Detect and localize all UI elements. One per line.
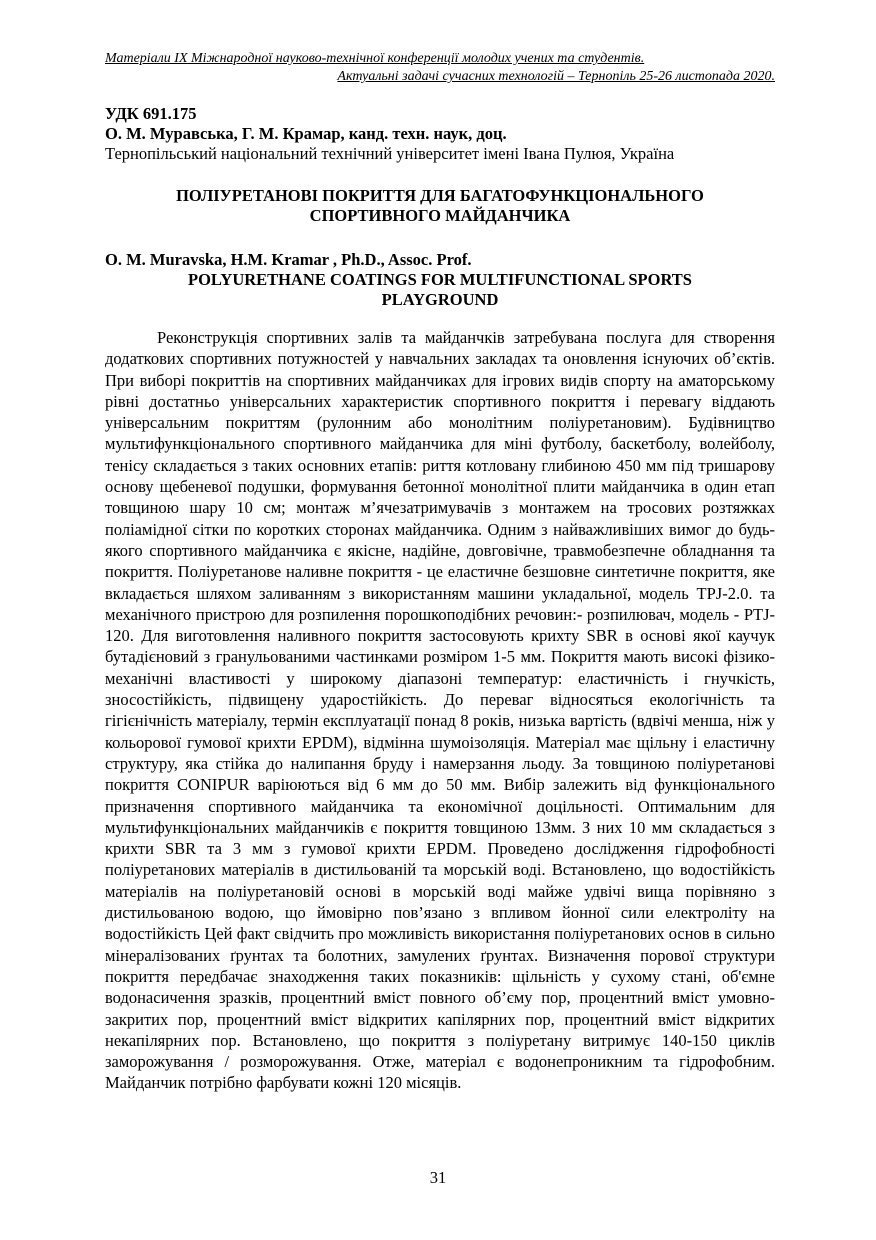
authors-english: O. M. Muravska, H.M. Kramar , Ph.D., Assoc. Prof. — [105, 250, 472, 269]
title-english — [105, 270, 775, 310]
abstract-paragraph: Реконструкція спортивних залів та майданчків затребувана послуга для створення додаткових спортивних потужностей у навчальних закладах та оновлення існуючих об’єктів. При виборі покриттів на спортивних майданчиках для ігрових видів спорту на аматорському рівні достатньо універсальних характеристик спортивного покриття і перевагу віддають універсальним покриттям (рулонним або монолітним поліуретановим). Будівництво мультифункціонального спортивного майданчика для міні футболу, баскетболу, волейболу, тенісу складається з таких основних етапів: риття котловану глибиною 450 мм під тришарову основу щебеневої подушки, формування бетонної монолітної плити майданчика в один етап товщиною шару 10 см; монтаж м’ячезатримувачів з монтажем на тросових розтяжках поліамідної сітки по коротких сторонах майданчика. Одним з найважливіших вимог до будь-якого спортивного майданчика є якісне, надійне, довговічне, травмобезпечне обладнання та покриття. Поліуретанове наливне покриття - це еластичне безшовне синтетичне покриття, яке вкладається шляхом заливанням з використанням машини укладальної, модель TPJ-2.0. та механічного пристрою для розпилення порошкоподібних речовин:- розпилювач, модель - PTJ-120. Для виготовлення наливного покриття застосовують крихту SBR в основі якої каучук бутадієновий з гранульованими частинками розміром 1-5 мм. Покриття мають високі фізико-механічні властивості у широкому діапазоні температур: еластичність і гнучкість, зносостійкість, підвищену ударостійкість. До переваг відносяться екологічність та гігієнічність матеріалу, термін експлуатації понад 8 років, низька вартість (вдвічі менша, ніж у кольорової гумової крихти EPDM), відмінна шумоізоляція. Матеріал має щільну і еластичну структуру, яка стійка до налипання бруду і намерзання льоду. За товщиною поліуретанові покриття CONIPUR варіюються від 6 мм до 50 мм. Вибір залежить від функціонального призначення спортивного майданчика та економічної доцільності. Оптимальним для мультифункціональних майданчиків є покриття товщиною 13мм. З них 10 мм складається з крихти SBR та 3 мм з гумової крихти EPDM. Проведено дослідження гідрофобності поліуретанових матеріалів в дистильованій та морській воді. Встановлено, що водостійкість матеріалів на поліуретановій основі в морській воді майже удвічі вища порівняно з дистильованою водою, що ймовірно пов’язано з впливом йонної сили електроліту на водостійкість Цей факт свідчить про можливість використання поліуретанових основ в сильно мінералізованих ґрунтах та болотних, замулених ґрунтах. Визначення порової структури покриття передбачає знаходження таких показників: щільність у сухому стані, об'ємне водонасичення зразків, процентний вміст повного об’єму пор, процентний вміст умовно-закритих пор, процентний вміст відкритих капілярних пор, процентний вміст відкритих некапілярних пор. Встановлено, що покриття з поліуретану витримує 140-150 циклів заморожування / розморожування. Отже, матеріал є водонепроникним та гідрофобним. Майданчик потрібно фарбувати кожні 120 місяців. — [105, 328, 775, 1093]
article-header — [105, 104, 775, 164]
title-english-line2: PLAYGROUND — [381, 290, 499, 309]
title-english-line1: POLYURETHANE COATINGS FOR MULTIFUNCTIONAL SPORTS — [188, 270, 692, 289]
udc-code: УДК 691.175 — [105, 104, 197, 123]
running-head-conference: Матеріали IX Міжнародної науково-технічної конференції молодих учених та студентів. — [105, 51, 645, 66]
affiliation: Тернопільський національний технічний університет імені Івана Пулюя, Україна — [105, 144, 675, 163]
page-number: 31 — [429, 1168, 447, 1187]
authors-ua: О. М. Муравська, Г. М. Крамар, канд. техн. наук, доц. — [105, 124, 507, 143]
running-head — [105, 50, 775, 86]
running-head-venue: Актуальні задачі сучасних технологій – Тернопіль 25-26 листопада 2020. — [337, 69, 775, 84]
title-ukrainian — [105, 186, 775, 226]
title-ukrainian-line1: ПОЛІУРЕТАНОВІ ПОКРИТТЯ ДЛЯ БАГАТОФУНКЦІОНАЛЬНОГО — [176, 186, 704, 205]
title-ukrainian-line2: СПОРТИВНОГО МАЙДАНЧИКА — [309, 206, 571, 225]
